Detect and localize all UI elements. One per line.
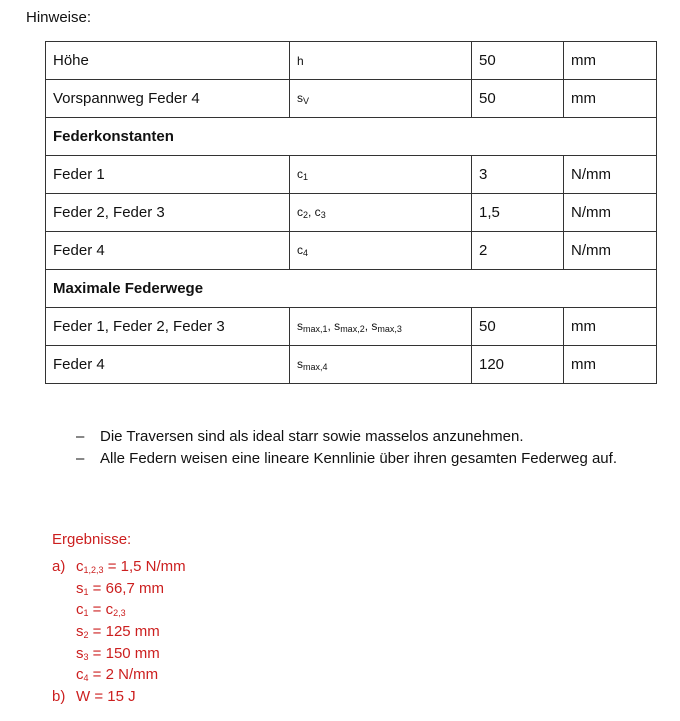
symbol-text: , c: [308, 205, 321, 219]
symbol-text: s: [297, 91, 303, 105]
result-equation: = c: [88, 601, 114, 619]
result-subscript: 1,2,3: [83, 565, 104, 575]
param-symbol: [290, 194, 472, 232]
param-value: 120: [472, 346, 564, 384]
result-line: [52, 643, 186, 665]
param-value: 50: [472, 42, 564, 80]
symbol-text: , s: [364, 319, 378, 333]
result-equation: = 150 mm: [88, 644, 160, 662]
param-value: 50: [472, 308, 564, 346]
param-unit: N/mm: [564, 156, 657, 194]
param-symbol: [290, 346, 472, 384]
symbol-text: c: [297, 243, 303, 257]
result-subscript: 1: [83, 586, 89, 597]
result-line: [52, 621, 186, 643]
table-row: [46, 156, 657, 194]
symbol-subscript: V: [303, 96, 310, 106]
result-variable: s: [76, 623, 84, 641]
result-subscript: 3: [83, 651, 89, 662]
symbol-text: s: [297, 319, 303, 333]
table-row: [46, 232, 657, 270]
param-unit: mm: [564, 42, 657, 80]
symbol-subscript: max,1: [303, 324, 328, 334]
symbol-text: s: [297, 357, 303, 371]
result-subscript: 2: [83, 630, 89, 641]
param-symbol: [290, 232, 472, 270]
result-variable: c: [76, 666, 84, 684]
result-variable: s: [76, 579, 84, 597]
symbol-subscript: max,2: [340, 324, 365, 334]
result-line: [52, 599, 186, 621]
param-unit: mm: [564, 308, 657, 346]
symbol-subscript: max,3: [377, 324, 402, 334]
param-name: Feder 2, Feder 3: [46, 194, 290, 232]
param-name: Feder 1: [46, 156, 290, 194]
section-row: [46, 118, 657, 156]
result-subscript: 4: [83, 673, 89, 684]
result-equation: = 15 J: [90, 688, 136, 706]
result-equation: = 66,7 mm: [88, 579, 164, 597]
param-symbol: [290, 156, 472, 194]
param-value: 50: [472, 80, 564, 118]
param-name: Feder 1, Feder 2, Feder 3: [46, 308, 290, 346]
section-title: Federkonstanten: [46, 118, 657, 156]
result-line: [52, 664, 186, 686]
param-unit: N/mm: [564, 232, 657, 270]
symbol-subscript: 1: [303, 172, 309, 182]
param-value: 1,5: [472, 194, 564, 232]
table-row: [46, 194, 657, 232]
symbol-subscript: max,4: [303, 362, 328, 372]
param-value: 2: [472, 232, 564, 270]
param-unit: mm: [564, 80, 657, 118]
param-symbol: [290, 42, 472, 80]
result-variable: c: [76, 558, 84, 575]
section-title: Maximale Federwege: [46, 270, 657, 308]
table-row: [46, 346, 657, 384]
hinweise-heading: Hinweise:: [26, 9, 92, 26]
symbol-subscript: 2: [303, 210, 309, 220]
result-subscript: 1: [83, 608, 89, 619]
param-symbol: [290, 80, 472, 118]
results-title: Ergebnisse:: [52, 531, 132, 548]
result-label: a): [52, 558, 66, 575]
symbol-subscript: 4: [303, 248, 309, 258]
result-variable: s: [76, 644, 84, 662]
param-symbol: [290, 308, 472, 346]
symbol-text: h: [297, 53, 304, 68]
symbol-subscript: 3: [320, 210, 326, 220]
table-row: [46, 42, 657, 80]
param-unit: N/mm: [564, 194, 657, 232]
param-name: Höhe: [46, 42, 290, 80]
results-section: [52, 531, 186, 708]
note-item: – Die Traversen sind als ideal starr sowie masselos anzunehmen.: [76, 428, 524, 445]
result-equation: = 1,5 N/mm: [103, 558, 186, 575]
result-label: b): [52, 688, 66, 706]
note-item: – Alle Federn weisen eine lineare Kennlinie über ihren gesamten Federweg auf.: [76, 450, 617, 467]
result-subscript: 2,3: [113, 608, 126, 619]
param-name: Vorspannweg Feder 4: [46, 80, 290, 118]
param-value: 3: [472, 156, 564, 194]
param-unit: mm: [564, 346, 657, 384]
result-equation: = 125 mm: [88, 623, 160, 641]
param-name: Feder 4: [46, 346, 290, 384]
result-equation: = 2 N/mm: [88, 666, 159, 684]
table-row: [46, 80, 657, 118]
result-variable: c: [76, 601, 84, 619]
result-variable: W: [76, 688, 91, 706]
result-line: [52, 686, 186, 708]
result-line: [52, 578, 186, 600]
symbol-text: , s: [327, 319, 341, 333]
param-name: Feder 4: [46, 232, 290, 270]
table-row: [46, 308, 657, 346]
parameter-table: [45, 41, 657, 384]
result-line: [52, 556, 186, 578]
symbol-text: c: [297, 205, 303, 219]
symbol-text: c: [297, 167, 303, 181]
notes-list: [76, 426, 636, 470]
section-row: [46, 270, 657, 308]
